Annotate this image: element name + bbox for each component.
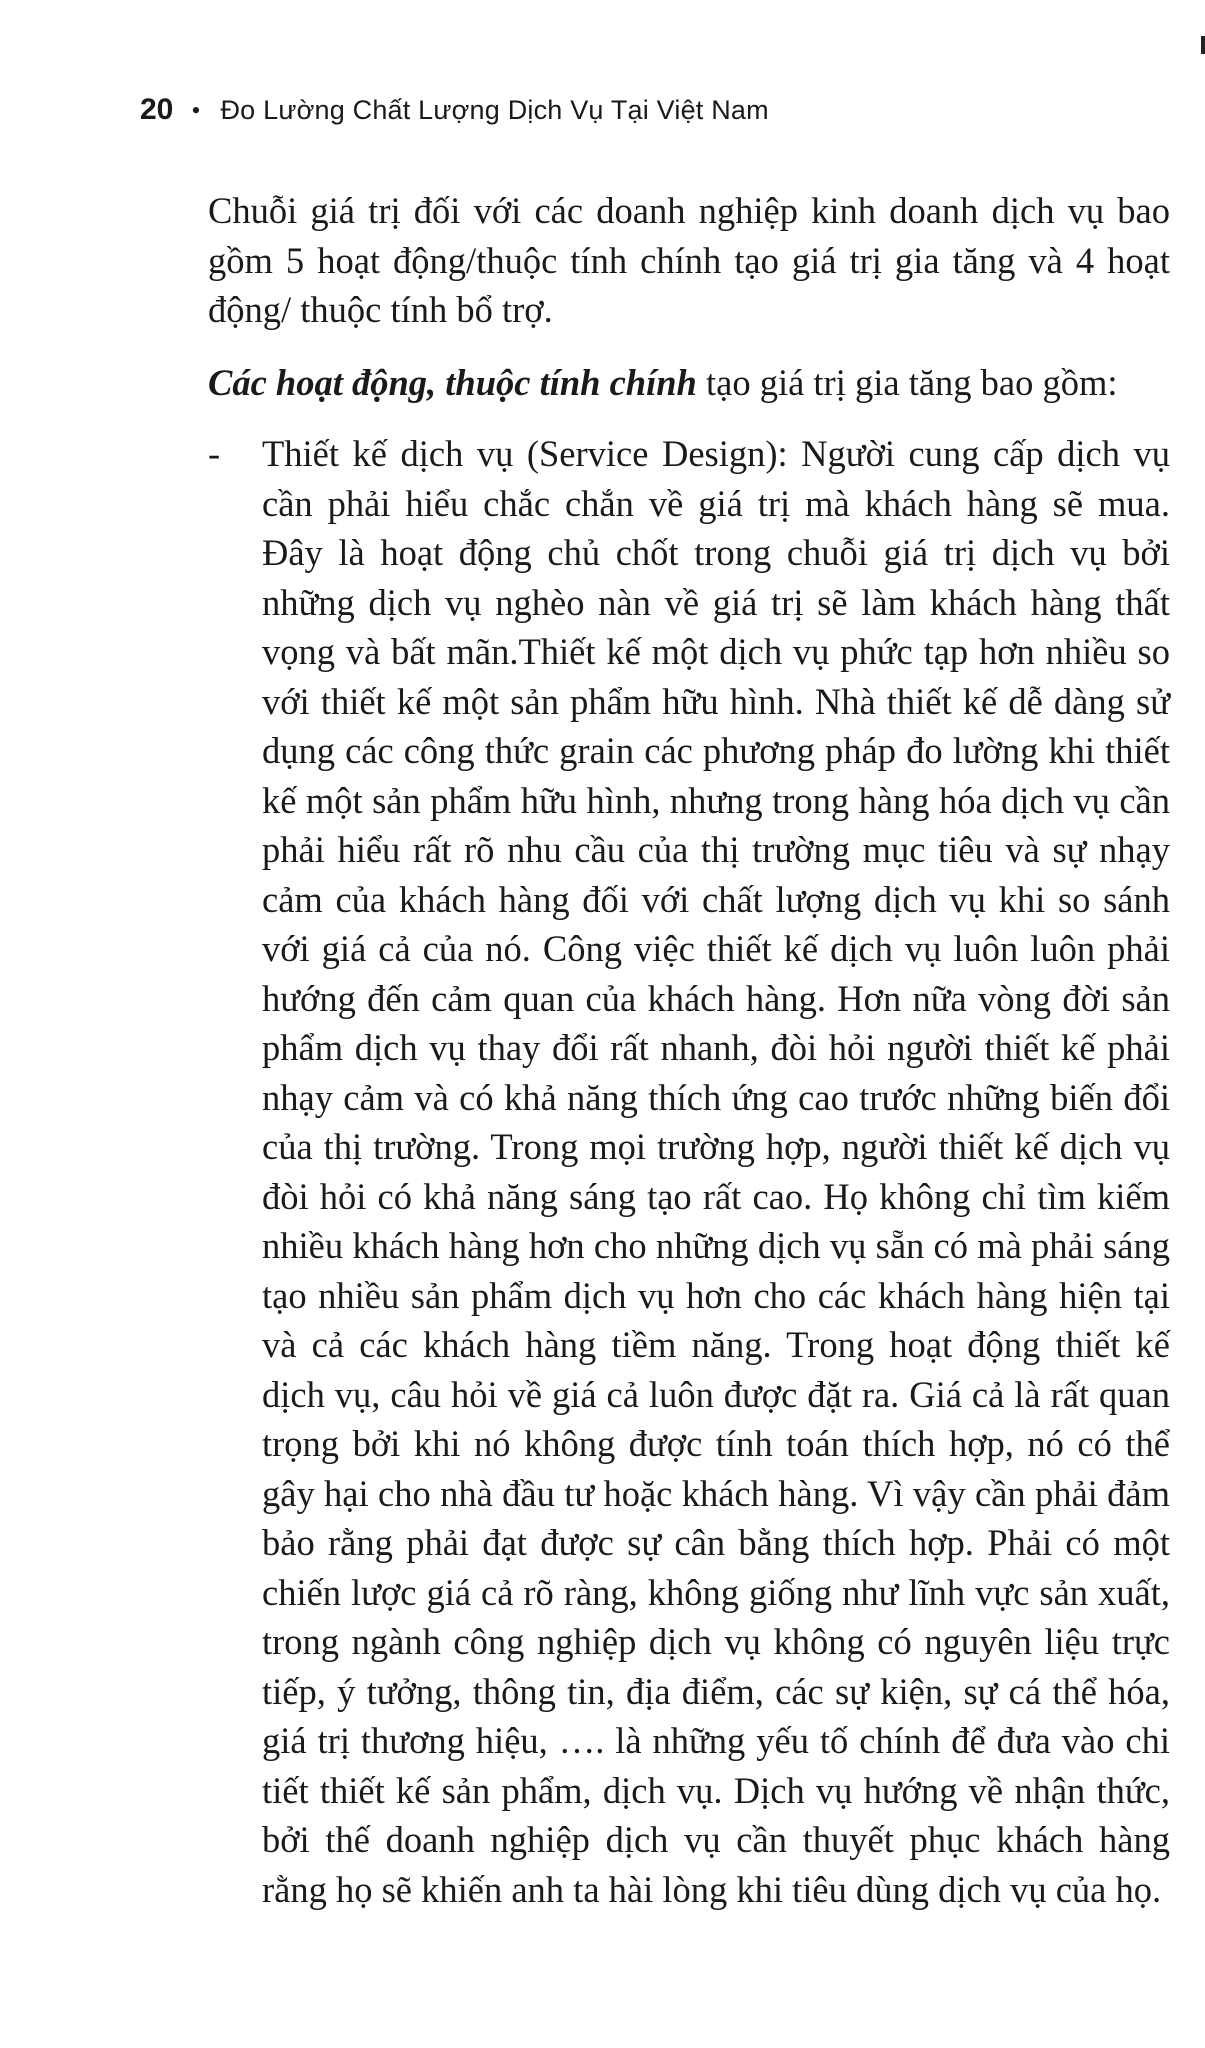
list-item	[208, 429, 1170, 1914]
list-dash-marker: -	[208, 433, 221, 474]
header-separator-bullet: •	[191, 96, 201, 125]
page-edge-mark	[1201, 36, 1205, 54]
intro-paragraph: Chuỗi giá trị đối với các doanh nghiệp kinh doanh dịch vụ bao gồm 5 hoạt động/thuộc tính chính tạo giá trị gia tăng và 4 hoạt động/ thuộc tính bổ trợ.	[208, 190, 1170, 330]
book-title: Đo Lường Chất Lượng Dịch Vụ Tại Việt Nam	[220, 95, 769, 125]
lead-rest: tạo giá trị gia tăng bao gồm:	[696, 361, 1118, 403]
page-number: 20	[140, 93, 174, 126]
list-item-text: Thiết kế dịch vụ (Service Design): Người cung cấp dịch vụ cần phải hiểu chắc chắn về giá trị mà khách hàng sẽ mua. Đây là hoạt động chủ chốt trong chuỗi giá trị dịch vụ bởi những dịch vụ nghèo nàn về giá trị sẽ làm khách hàng thất vọng và bất mãn.Thiết kế một dịch vụ phức tạp hơn nhiều so với thiết kế một sản phẩm hữu hình. Nhà thiết kế dễ dàng sử dụng các công thức grain các phương pháp đo lường khi thiết kế một sản phẩm hữu hình, nhưng trong hàng hóa dịch vụ cần phải hiểu rất rõ nhu cầu của thị trường mục tiêu và sự nhạy cảm của khách hàng đối với chất lượng dịch vụ khi so sánh với giá cả của nó. Công việc thiết kế dịch vụ luôn luôn phải hướng đến cảm quan của khách hàng. Hơn nữa vòng đời sản phẩm dịch vụ thay đổi rất nhanh, đòi hỏi người thiết kế phải nhạy cảm và có khả năng thích ứng cao trước những biến đổi của thị trường. Trong mọi trường hợp, người thiết kế dịch vụ đòi hỏi có khả năng sáng tạo rất cao. Họ không chỉ tìm kiếm nhiều khách hàng hơn cho những dịch vụ sẵn có mà phải sáng tạo nhiều sản phẩm dịch vụ hơn cho các khách hàng hiện tại và cả các khách hàng tiềm năng. Trong hoạt động thiết kế dịch vụ, câu hỏi về giá cả luôn được đặt ra. Giá cả là rất quan trọng bởi khi nó không được tính toán thích hợp, nó có thể gây hại cho nhà đầu tư hoặc khách hàng. Vì vậy cần phải đảm bảo rằng phải đạt được sự cân bằng thích hợp. Phải có một chiến lược giá cả rõ ràng, không giống như lĩnh vực sản xuất, trong ngành công nghiệp dịch vụ không có nguyên liệu trực tiếp, ý tưởng, thông tin, địa điểm, các sự kiện, sự cá thể hóa, giá trị thương hiệu, …. là những yếu tố chính để đưa vào chi tiết thiết kế sản phẩm, dịch vụ. Dịch vụ hướng về nhận thức, bởi thế doanh nghiệp dịch vụ cần thuyết phục khách hàng rằng họ sẽ khiến anh ta hài lòng khi tiêu dùng dịch vụ của họ.	[262, 433, 1170, 1910]
body-text	[208, 186, 1170, 1914]
lead-emphasis: Các hoạt động, thuộc tính chính	[208, 361, 697, 403]
lead-paragraph	[208, 358, 1170, 408]
running-header	[140, 90, 1120, 131]
